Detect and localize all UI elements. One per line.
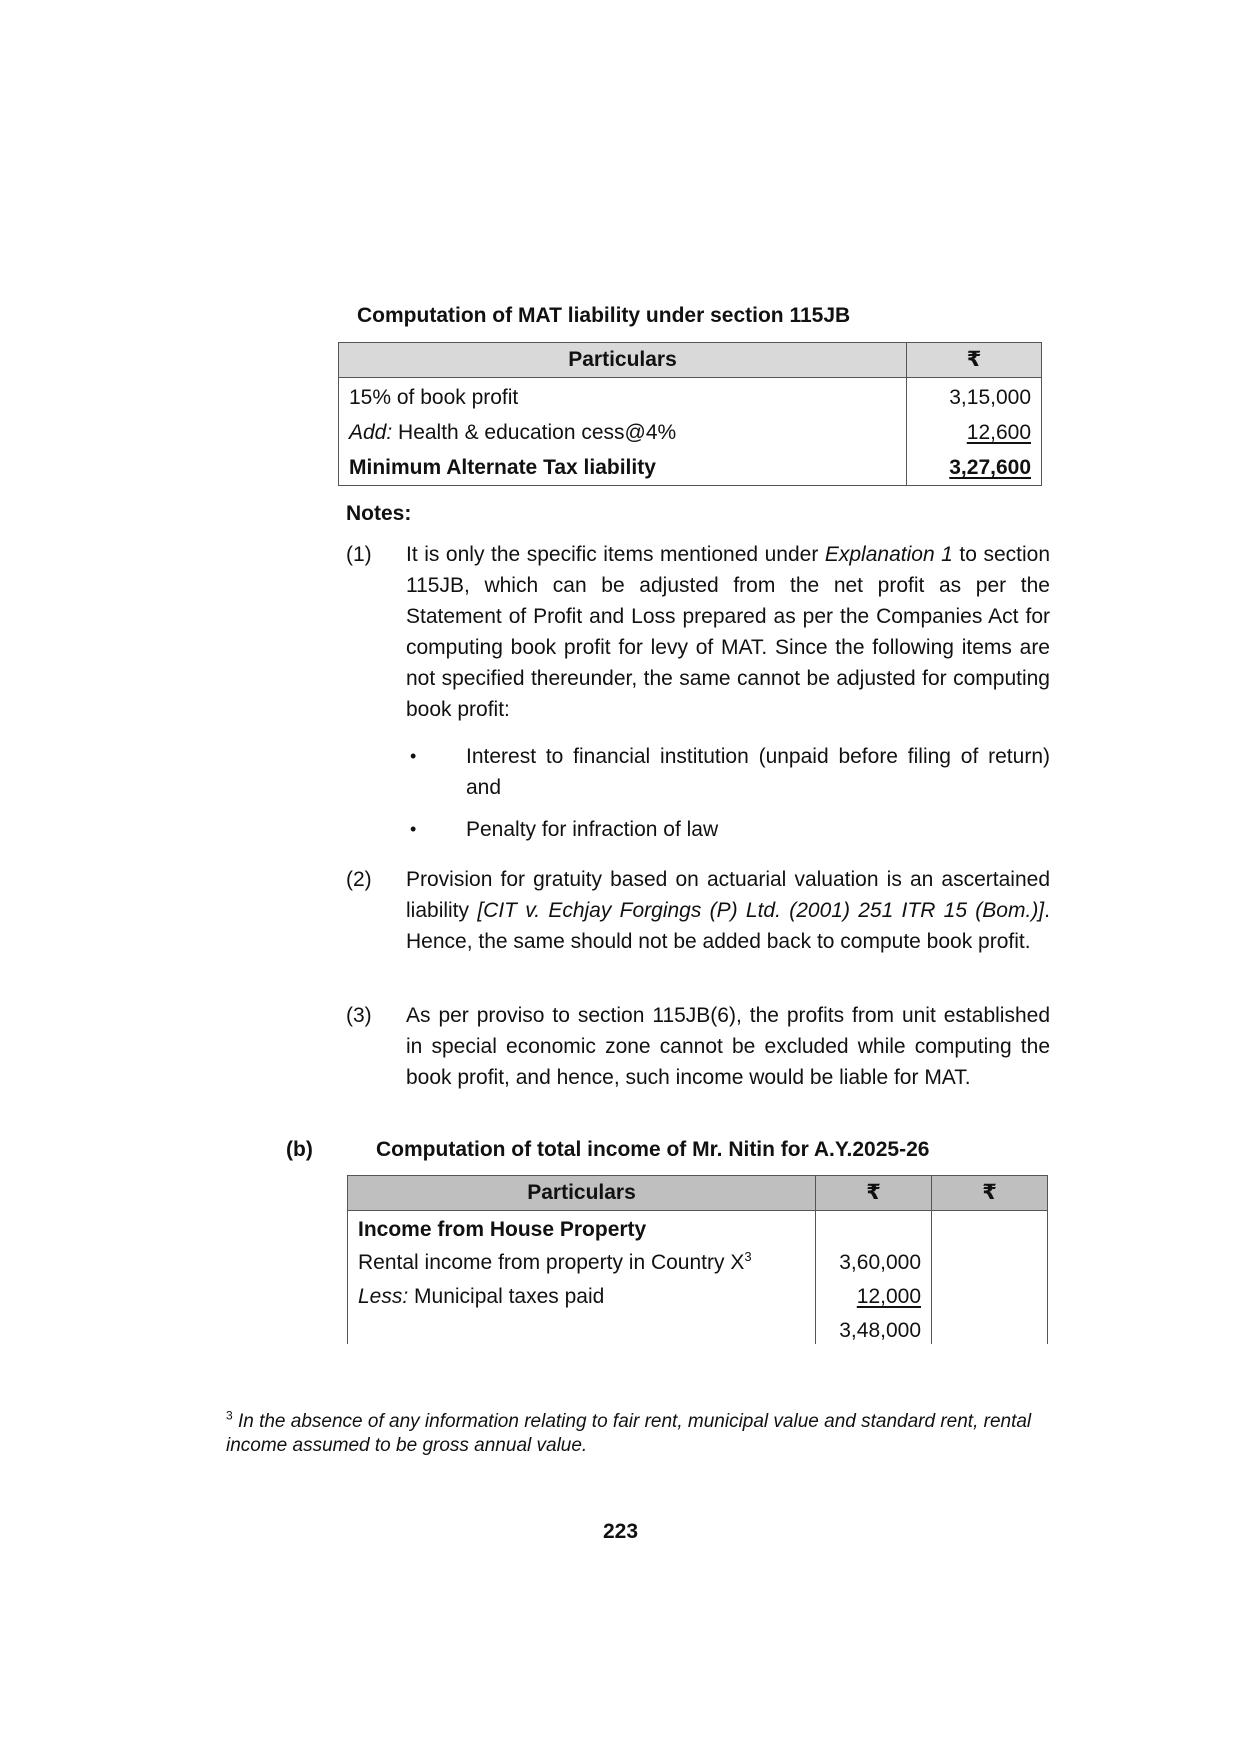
table-row: [339, 378, 1042, 416]
table-row: [339, 450, 1042, 486]
row-prefix: Add:: [349, 421, 393, 444]
note-number: (2): [346, 868, 372, 891]
header-particulars: Particulars: [348, 1176, 816, 1211]
empty-cell: [816, 1211, 932, 1244]
bullet-icon: •: [410, 746, 417, 766]
table-row: [348, 1211, 1048, 1244]
notes-heading: Notes:: [346, 502, 412, 525]
row-label: [348, 1276, 816, 1310]
header-amount: ₹: [816, 1176, 932, 1211]
note-text: Provision for gratuity based on actuarial valuation is an ascertained liability: [406, 868, 1050, 922]
footnote-marker: 3: [744, 1249, 752, 1264]
part-b-label: (b): [286, 1138, 313, 1161]
row-amount-value: 12,600: [966, 421, 1031, 444]
note-text: to section 115JB, which can be adjusted from the net profit as per the Statement of Profit and Loss prepared as per the Companies Act for computing book profit for levy of MAT. Since the following items are not specified thereunder, the same cannot be adjusted for computing book profit:: [406, 543, 1050, 721]
note-1-text: [406, 539, 1050, 725]
total-income-table: [347, 1175, 1048, 1344]
page-number: 223: [602, 1520, 639, 1543]
row-amount-value: 12,000: [856, 1285, 921, 1308]
row-amount: 3,60,000: [816, 1243, 932, 1276]
row-amount: [907, 450, 1042, 486]
note-text: It is only the specific items mentioned under: [406, 543, 825, 566]
note-3-text: As per proviso to section 115JB(6), the profits from unit established in special economic zone cannot be excluded while computing the book profit, and hence, such income would be liable for MAT.: [406, 1004, 1050, 1089]
empty-cell: [932, 1310, 1048, 1344]
footnote: [226, 1410, 1052, 1458]
mat-table-title: Computation of MAT liability under section 115JB: [357, 304, 851, 327]
part-b-title: Computation of total income of Mr. Nitin for A.Y.2025-26: [376, 1138, 930, 1161]
row-label-text: Municipal taxes paid: [408, 1285, 605, 1308]
note-2-text: [406, 864, 1050, 957]
header-amount: ₹: [907, 343, 1042, 378]
row-amount: [907, 415, 1042, 450]
row-label: [348, 1243, 816, 1276]
table-row: [348, 1276, 1048, 1310]
note-citation: [CIT v. Echjay Forgings (P) Ltd. (2001) 251 ITR 15 (Bom.)]: [477, 899, 1045, 922]
table-row: [348, 1243, 1048, 1276]
empty-cell: [932, 1276, 1048, 1310]
note-number: (1): [346, 543, 372, 566]
row-label-text: Health & education cess@4%: [392, 421, 677, 444]
section-heading: Income from House Property: [358, 1218, 647, 1241]
row-amount: 3,48,000: [816, 1310, 932, 1344]
header-particulars: Particulars: [339, 343, 907, 378]
row-label: Minimum Alternate Tax liability: [349, 456, 656, 479]
empty-cell: [348, 1310, 816, 1344]
table-row: [348, 1310, 1048, 1344]
empty-cell: [932, 1211, 1048, 1244]
bullet-icon: •: [410, 819, 417, 839]
header-amount: ₹: [932, 1176, 1048, 1211]
footnote-number: 3: [226, 1408, 233, 1423]
footnote-text: In the absence of any information relating to fair rent, municipal value and standard rent, rental income assumed to be gross annual value.: [226, 1411, 1032, 1456]
mat-computation-table: [338, 342, 1042, 486]
note-emphasis: Explanation 1: [824, 543, 953, 566]
row-label: 15% of book profit: [349, 386, 519, 409]
note-number: (3): [346, 1004, 372, 1027]
table-row: [339, 415, 1042, 450]
row-amount: 3,15,000: [907, 378, 1042, 416]
row-label: [339, 415, 907, 450]
row-amount: [816, 1276, 932, 1310]
row-label-text: Rental income from property in Country X: [358, 1251, 745, 1274]
table-header-row: [348, 1176, 1048, 1211]
empty-cell: [932, 1243, 1048, 1276]
bullet-item: Penalty for infraction of law: [466, 818, 719, 841]
row-prefix: Less:: [358, 1285, 409, 1308]
row-amount-value: 3,27,600: [949, 456, 1031, 479]
table-header-row: [339, 343, 1042, 378]
bullet-item: Interest to financial institution (unpaid before filing of return) and: [466, 745, 1050, 799]
note-text: . Hence, the same should not be added back to compute book profit.: [406, 899, 1050, 953]
